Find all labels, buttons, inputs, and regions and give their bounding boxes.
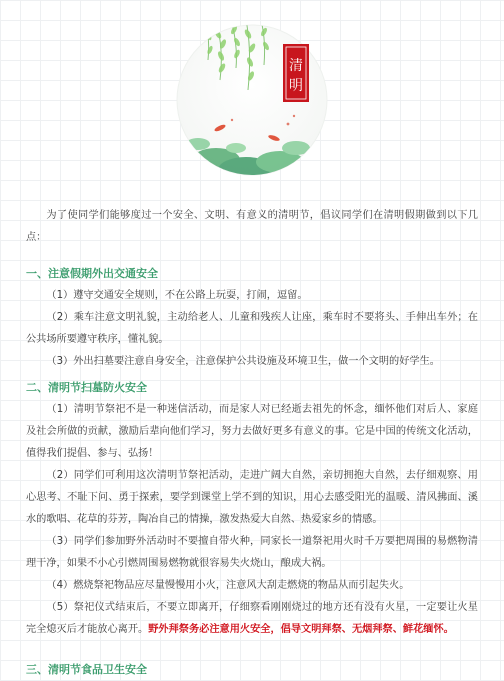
section-heading-traffic: 一、注意假期外出交通安全 xyxy=(26,267,158,280)
paragraph: （1）清明节祭祀不是一种迷信活动，而是家人对已经逝去祖先的怀念，缅怀他们对后人、家庭及社会所做的贡献，激励后辈向他们学习，努力去做好更多有意义的事。它是中国的传统文化活动，值得我们提倡、参与、弘扬！ xyxy=(26,404,478,459)
paragraph: （3）外出扫墓要注意自身安全，注意保护公共设施及环境卫生，做一个文明的好学生。 xyxy=(46,356,440,367)
hero-art xyxy=(176,20,328,186)
paragraph: （1）遵守交通安全规则，不在公路上玩耍，打闹，逗留。 xyxy=(46,290,308,301)
intro-paragraph: 为了使同学们能够度过一个安全、文明、有意义的清明节，倡议同学们在清明假期做到以下几点： xyxy=(26,210,478,243)
paragraph-text: （5）祭祀仪式结束后，不要立即离开，仔细察看刚刚烧过的地方还有没有火星，一定要让火星完全熄灭后才能放心离开。 xyxy=(26,602,478,635)
paragraph: （3）同学们参加野外活动时不要擅自带火种，同家长一道祭祀用火时千万要把周围的易燃物清理干净，如果不小心引燃周围易燃物就很容易失火烧山，酿成大祸。 xyxy=(26,536,478,569)
highlight-text: 野外拜祭务必注意用火安全，倡导文明拜祭、无烟拜祭、鲜花缅怀。 xyxy=(148,624,454,635)
paragraph: （2）乘车注意文明礼貌，主动给老人、儿童和残疾人让座，乘车时不要将头、手伸出车外；在公共场所要遵守秩序，懂礼貌。 xyxy=(26,312,478,345)
qingming-illustration xyxy=(176,20,328,186)
svg-text:明: 明 xyxy=(289,78,303,94)
section-heading-fire: 二、清明节扫墓防火安全 xyxy=(26,381,147,394)
section-heading-food: 三、清明节食品卫生安全 xyxy=(26,663,147,676)
qingming-seal xyxy=(283,44,309,102)
paragraph: （2）同学们可利用这次清明节祭祀活动，走进广阔大自然，亲切拥抱大自然，去仔细观察、用心思考、不耻下问、勇于探索，要学到课堂上学不到的知识，用心去感受阳光的温暖、清风拂面、溪水的歌唱、花草的芬芳，陶冶自己的情操，激发热爱大自然、热爱家乡的情感。 xyxy=(26,470,478,525)
svg-text:清: 清 xyxy=(289,58,303,74)
paragraph-with-highlight xyxy=(26,597,478,641)
paragraph: （4）燃烧祭祀物品应尽量慢慢用小火，注意风大刮走燃烧的物品从而引起失火。 xyxy=(46,580,410,591)
article-body xyxy=(26,205,478,681)
